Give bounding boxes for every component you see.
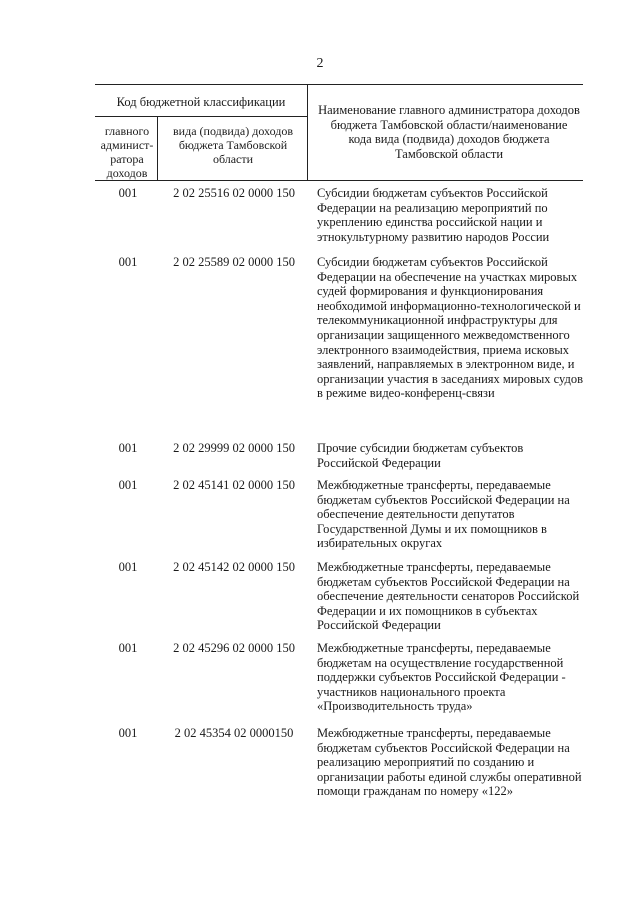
income-name: Межбюджетные трансферты, передаваемые бюджетам субъектов Российской Федерации на обеспечение деятельности депутатов Государственной Думы и их помощников в избирательных округах — [317, 478, 570, 551]
header-bottom-rule — [95, 180, 583, 181]
admin-code: 001 — [118, 641, 138, 655]
classification-code: 2 02 25589 02 0000 150 — [173, 255, 295, 269]
classification-code: 2 02 29999 02 0000 150 — [173, 441, 295, 455]
classification-code: 2 02 45354 02 0000150 — [174, 726, 294, 740]
admin-code: 001 — [118, 478, 138, 492]
income-name: Межбюджетные трансферты, передаваемые бюджетам субъектов Российской Федерации на реализацию мероприятий по созданию и организации работы единой службы оперативной помощи гражданам по номеру «122» — [317, 726, 582, 799]
admin-code: 001 — [118, 441, 138, 455]
admin-code: 001 — [118, 255, 138, 269]
group-header-rule — [95, 116, 307, 117]
header-group-title: Код бюджетной классификации — [116, 95, 286, 109]
admin-code: 001 — [118, 560, 138, 574]
income-name: Прочие субсидии бюджетам субъектов Российской Федерации — [317, 441, 524, 470]
column-divider-name — [307, 84, 308, 180]
header-col-code: вида (подвида) доходов бюджета Тамбовской области — [173, 124, 293, 166]
income-name: Межбюджетные трансферты, передаваемые бюджетам на осуществление государственной поддержки субъектов Российской Федерации - участников национального проекта «Производительность труда» — [317, 641, 566, 714]
header-col-admin: главного админист-ратора доходов — [100, 124, 154, 180]
income-name: Субсидии бюджетам субъектов Российской Федерации на реализацию мероприятий по укреплению единства российской нации и этнокультурному развитию народов России — [317, 186, 550, 244]
classification-code: 2 02 45142 02 0000 150 — [173, 560, 295, 574]
page-number: 2 — [316, 56, 324, 71]
classification-code: 2 02 45296 02 0000 150 — [173, 641, 295, 655]
classification-code: 2 02 45141 02 0000 150 — [173, 478, 295, 492]
header-col-name: Наименование главного администратора доходов бюджета Тамбовской области/наименование кода вида (подвида) доходов бюджета Тамбовской области — [318, 103, 580, 161]
admin-code: 001 — [118, 186, 138, 200]
classification-code: 2 02 25516 02 0000 150 — [173, 186, 295, 200]
table-top-rule — [95, 84, 583, 85]
income-name: Межбюджетные трансферты, передаваемые бюджетам субъектов Российской Федерации на обеспечение деятельности сенаторов Российской Федерации и их помощников в субъектах Российской Федерации — [317, 560, 580, 633]
admin-code: 001 — [118, 726, 138, 740]
income-name: Субсидии бюджетам субъектов Российской Федерации на обеспечение на участках мировых судей формирования и функционирования необходимой информационно-технологической и телекоммуникационной инфраструктуры для организации защищенного межведомственного электронного взаимодействия, приема исковых заявлений, направляемых в электронном виде, и организации участия в заседаниях мировых судов в режиме видео-конференц-связи — [317, 255, 584, 401]
column-divider-admin — [157, 116, 158, 180]
